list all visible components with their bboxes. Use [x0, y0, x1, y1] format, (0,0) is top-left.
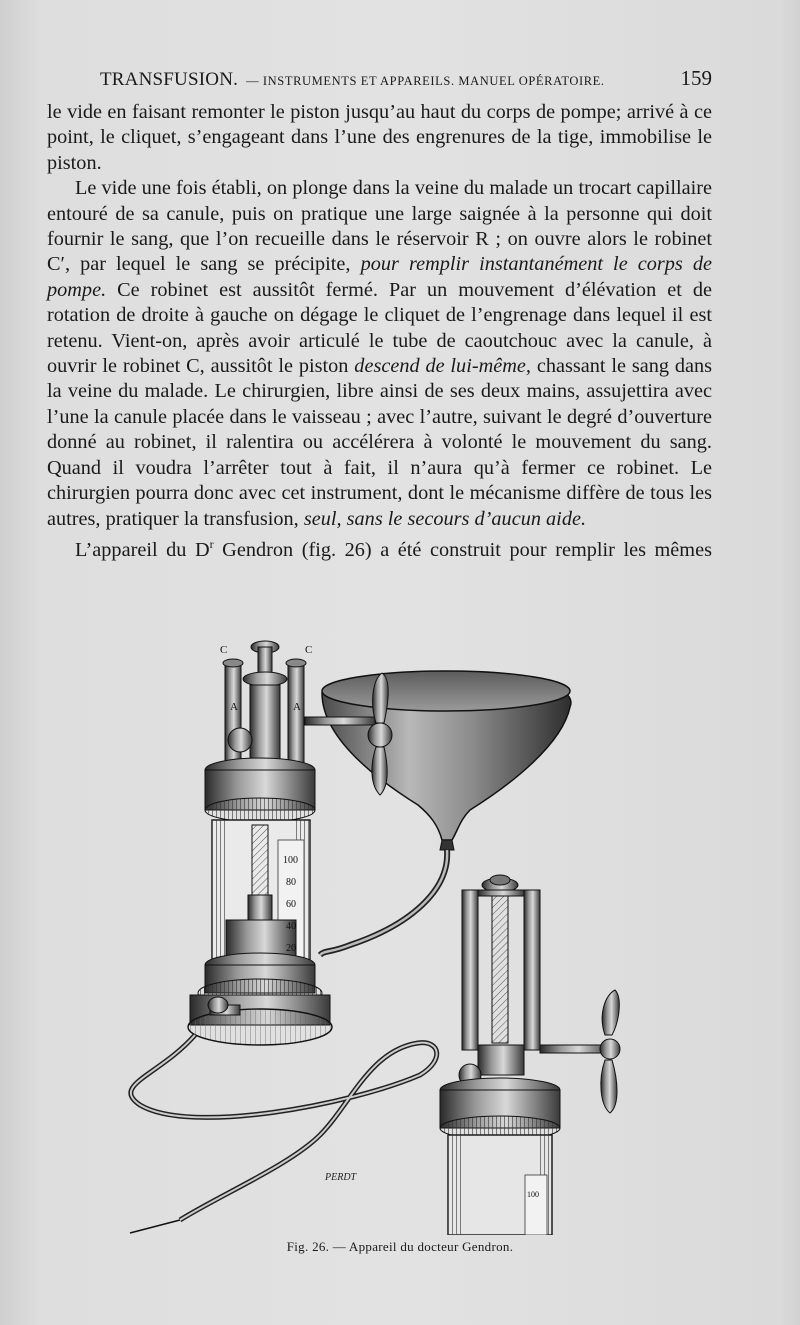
paragraph-3-sup: r [209, 536, 214, 551]
paragraph-2-italic: pour remplir instantanément le corps de pompe. [47, 253, 713, 301]
scale-small: 100 [527, 1190, 539, 1199]
scale-60: 60 [286, 899, 296, 910]
paragraph-2-text-c: chassant le sang dans la veine du malade. Le chirurgien, libre ainsi de ses deux mains, assujettira avec l’une la canule placée dans le vaisseau ; avec l’autre, suivant le degré d’ouverture donné au robinet, il ralentira ou accélérera à volonté le mouvement du sang. Quand il voudra l’arrêter tout à fait, il n’aura qu’à fermer ce robinet. Le chirurgien pourra donc avec cet instrument, dont le mécanisme diffère de tous les autres, pratiquer la transfusion, [47, 355, 713, 530]
page-number: 159 [680, 66, 712, 90]
running-subtitle: — INSTRUMENTS ET APPAREILS. MANUEL OPÉRATOIRE. [246, 74, 605, 88]
trocar-needle [130, 1220, 180, 1233]
engraver-signature: PERDT [325, 1172, 357, 1183]
paragraph-2-text-b: Ce robinet est aussitôt fermé. Par un mouvement d’élévation et de rotation de droite à gauche on dégage le cliquet de l’engrenage dans lequel il est retenu. Vient-on, après avoir articulé le tube de caoutchouc avec la canule, à ouvrir le robinet C, aussitôt le piston [47, 278, 712, 378]
label-c-left: C [220, 644, 228, 656]
paragraph-1 [47, 100, 712, 176]
label-c-right: C [305, 644, 313, 656]
gendron-apparatus-illustration [100, 635, 740, 1235]
figure-engraving [100, 635, 740, 1235]
paragraph-2-italic-c: seul, sans le secours d’aucun aide. [303, 507, 587, 530]
running-title: TRANSFUSION. [100, 69, 239, 90]
paragraph-3-text: L’appareil du D [75, 538, 210, 561]
reservoir-funnel [305, 671, 571, 850]
running-header [100, 66, 712, 94]
body-text [47, 100, 712, 563]
scale-80: 80 [286, 877, 296, 888]
scale-100: 100 [283, 855, 298, 866]
label-a-right: A [293, 701, 301, 713]
figure-caption: Fig. 26. — Appareil du docteur Gendron. [286, 1239, 514, 1254]
scale-40: 40 [286, 921, 296, 932]
paragraph-2 [47, 176, 712, 532]
label-a-left: A [230, 701, 238, 713]
paragraph-2-text: Le vide une fois établi, on plonge dans la veine du malade un trocart capillaire entouré de sa canule, puis on pratique une large saignée à la personne qui doit fournir le sang, que l’on recueille dans le réservoir R ; on ouvre alors le robinet C′, par lequel le sang se précipite, [47, 177, 712, 276]
paragraph-1-text: le vide en faisant remonter le piston jusqu’au haut du corps de pompe; arrivé à ce point, le cliquet, s’engageant dans l’une des engrenures de la tige, immobilise le piston. [47, 101, 712, 174]
pump-right [440, 875, 620, 1235]
paragraph-2-italic-b: descend de lui-même, [354, 355, 531, 378]
paragraph-3-text-b: Gendron (fig. 26) a été construit pour remplir les mêmes [213, 538, 712, 561]
scale-20: 20 [286, 943, 296, 954]
pump-left [188, 641, 332, 1045]
paragraph-3 [47, 532, 712, 563]
